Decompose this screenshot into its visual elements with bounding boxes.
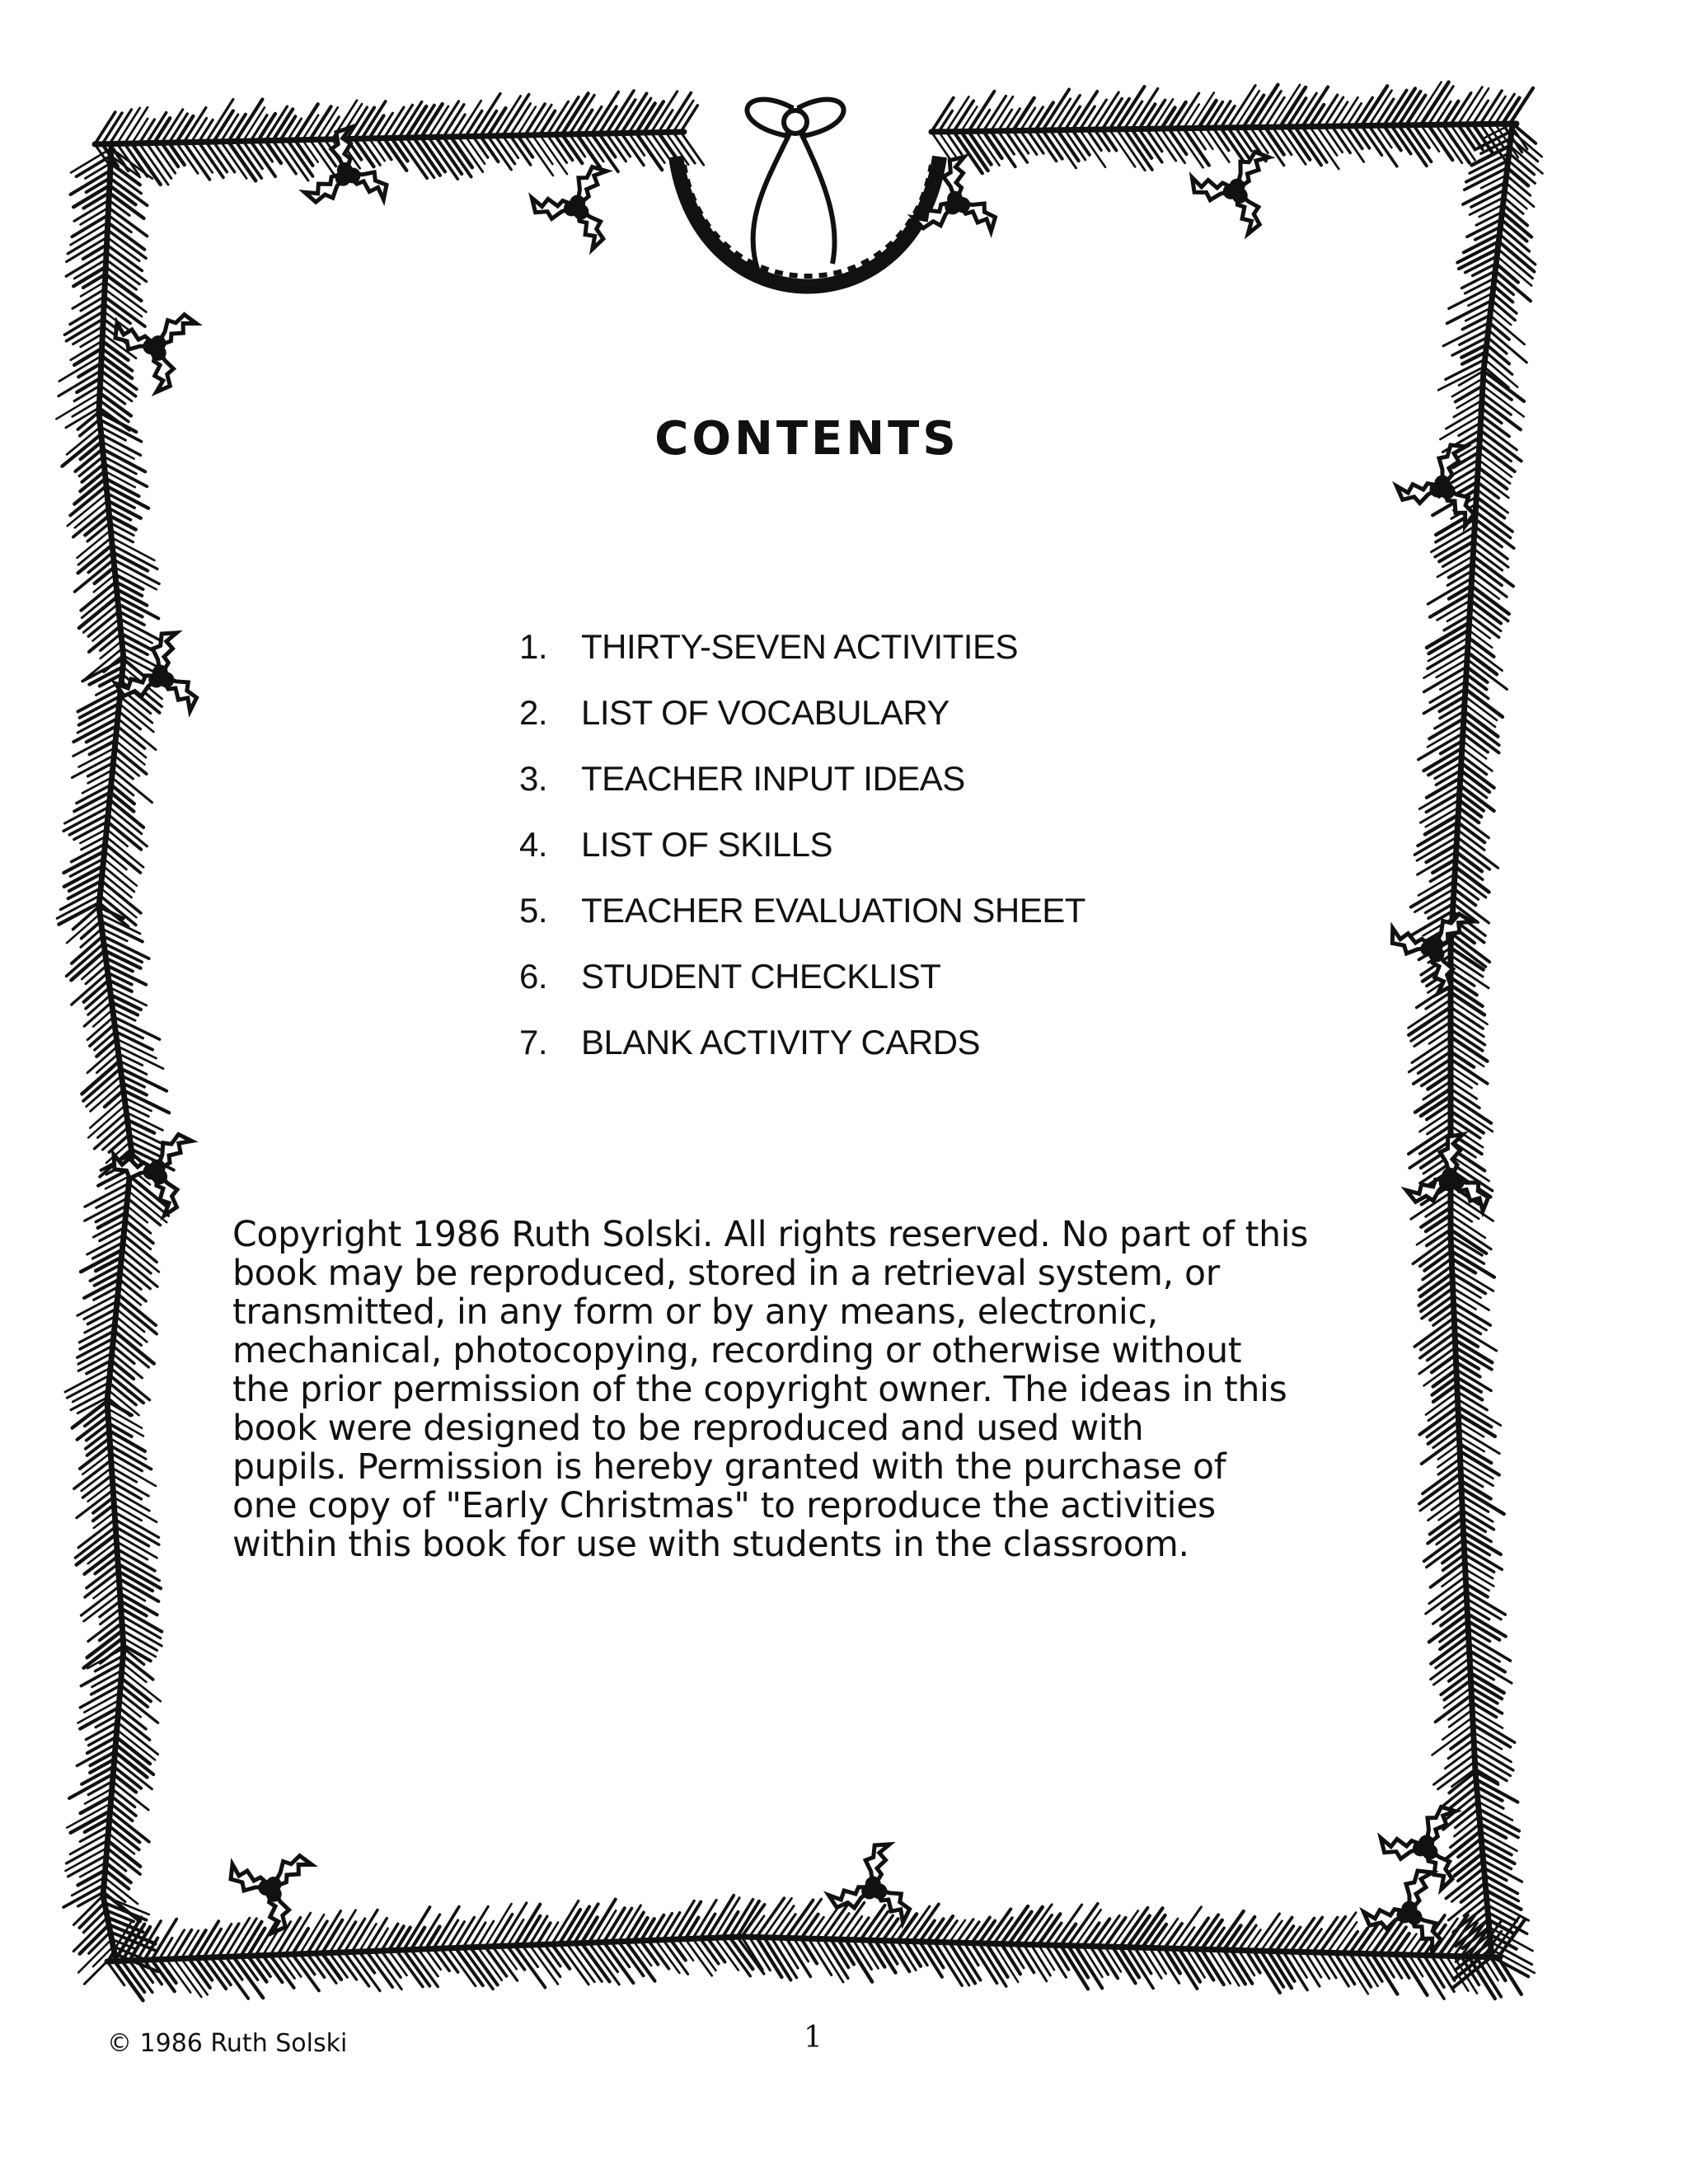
contents-item: [519, 944, 1085, 1010]
contents-item-label: TEACHER INPUT IDEAS: [581, 759, 965, 798]
contents-item-number: 7.: [519, 1023, 548, 1062]
contents-item-number: 5.: [519, 891, 548, 930]
copyright-notice: Copyright 1986 Ruth Solski. All rights reserved. No part of this book may be reproduced, stored in a retrieval system, or transmitted, in any form or by any means, electronic, mechanical, photocopying, recording or otherwise without the prior permission of the copyright owner. The ideas in this book were designed to be reproduced and used with pupils. Permission is hereby granted with the purchase of one copy of "Early Christmas" to reproduce the activities within this book for use with students in the classroom.: [232, 1215, 1309, 1565]
wreath-with-bow-icon: [676, 100, 940, 287]
contents-item: [519, 614, 1085, 680]
contents-item-number: 2.: [519, 693, 548, 732]
contents-list: [519, 614, 1085, 1076]
contents-item-label: THIRTY-SEVEN ACTIVITIES: [581, 627, 1018, 666]
contents-item: [519, 878, 1085, 944]
contents-item-number: 1.: [519, 627, 548, 666]
page-title: CONTENTS: [654, 412, 959, 466]
contents-item-label: TEACHER EVALUATION SHEET: [581, 891, 1085, 930]
contents-item-label: BLANK ACTIVITY CARDS: [581, 1023, 981, 1062]
contents-item-label: LIST OF SKILLS: [581, 825, 833, 864]
contents-item: [519, 812, 1085, 878]
contents-item: [519, 680, 1085, 746]
contents-item-number: 4.: [519, 825, 548, 864]
contents-item-label: LIST OF VOCABULARY: [581, 693, 950, 732]
footer-copyright: © 1986 Ruth Solski: [107, 2029, 348, 2058]
contents-item-number: 3.: [519, 759, 548, 798]
contents-item-number: 6.: [519, 957, 548, 996]
contents-item-label: STUDENT CHECKLIST: [581, 957, 941, 996]
page-number: 1: [804, 2021, 823, 2055]
contents-item: [519, 1010, 1085, 1076]
contents-item: [519, 746, 1085, 812]
